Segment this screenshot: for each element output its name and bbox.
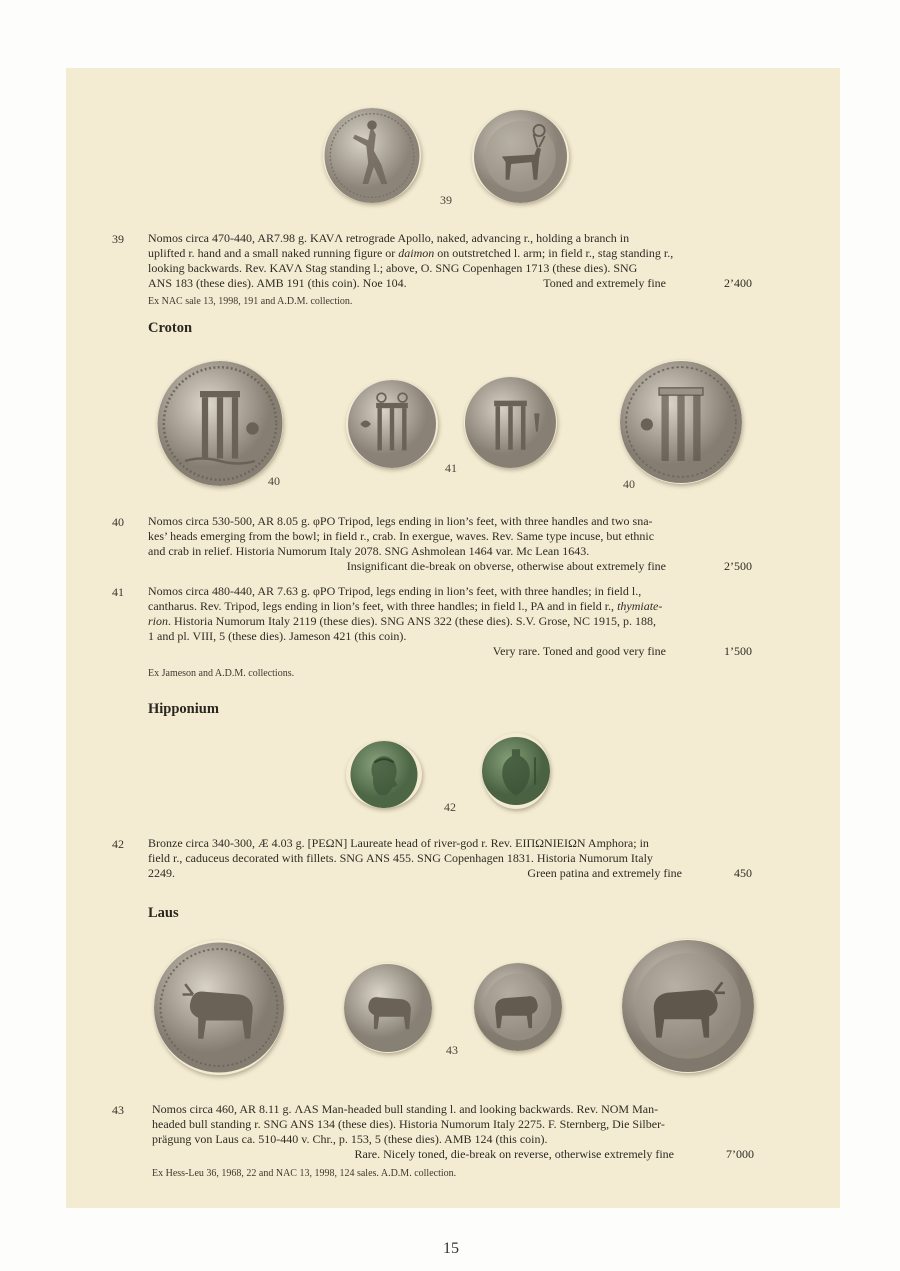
lot-number-40: 40 (112, 515, 124, 529)
text-line-with-grade: ANS 183 (these dies). AMB 191 (this coin). Noe 104. Toned and extremely fine 2’400 (148, 276, 752, 290)
grade-price (148, 559, 752, 574)
text-line: headed bull standing r. SNG ANS 134 (these dies). Historia Numorum Italy 2275. F. Sternberg, Die Silber- (152, 1117, 665, 1131)
text-line: and crab in relief. Historia Numorum Italy 2078. SNG Ashmolean 1464 var. Mc Lean 1643. (148, 544, 590, 558)
tripod-coin-icon (346, 380, 438, 468)
tripod-coin-icon (157, 361, 283, 486)
bull-coin-icon (622, 939, 754, 1073)
price: 2’400 (724, 276, 752, 290)
coin-43b-reverse-image (474, 963, 562, 1051)
provenance-43: Ex Hess-Leu 36, 1968, 22 and NAC 13, 1998, 124 sales. A.D.M. collection. (152, 1168, 457, 1179)
provenance-41: Ex Jameson and A.D.M. collections. (148, 668, 295, 679)
price: 450 (734, 866, 752, 880)
text-line: uplifted r. hand and a small naked running figure or daimon on outstretched l. arm; in field r., stag standing r., (148, 246, 674, 260)
plate-label-43: 43 (446, 1043, 458, 1057)
lot-description-43 (152, 1102, 754, 1162)
text-line: rion. Historia Numorum Italy 2119 (these dies). SNG ANS 322 (these dies). S.V. Grose, NC 1915, p. 188, (148, 614, 656, 628)
text-line: Nomos circa 470-440, AR7.98 g. KAVΛ retrograde Apollo, naked, advancing r., holding a branch in (148, 231, 630, 245)
lot-description-41 (148, 584, 752, 659)
plate-label-41: 41 (445, 461, 457, 475)
plate-label-40-left: 40 (268, 474, 280, 488)
grade: Toned and extremely fine (543, 276, 666, 290)
plate-label-42: 42 (444, 800, 456, 814)
text-line: Bronze circa 340-300, Æ 4.03 g. [PEΩN] Laureate head of river-god r. Rev. EIΠΩNIEIΩN Amphora; in (148, 836, 649, 850)
text-line: 1 and pl. VIII, 5 (these dies). Jameson 421 (this coin). (148, 629, 407, 643)
grade: Rare. Nicely toned, die-break on reverse, otherwise extremely fine (354, 1147, 674, 1161)
bull-coin-icon (344, 963, 432, 1053)
coin-43-reverse-image (622, 939, 754, 1073)
coin-43-obverse-image (154, 940, 284, 1075)
text-line: cantharus. Rev. Tripod, legs ending in lion’s feet, with three handles; in field l., PA and in field r., thymiate- (148, 599, 663, 613)
section-title-laus: Laus (148, 905, 179, 921)
river-god-head-coin-icon (346, 741, 422, 808)
lot-description-40 (148, 514, 752, 574)
tripod-incuse-coin-icon (620, 360, 742, 484)
stag-coin-icon (472, 110, 569, 203)
section-title-hipponium: Hipponium (148, 701, 219, 717)
price: 7’000 (726, 1147, 754, 1161)
grade-price (152, 1147, 754, 1162)
provenance-39: Ex NAC sale 13, 1998, 191 and A.D.M. collection. (148, 296, 353, 307)
coin-41-reverse-image (464, 377, 557, 468)
coin-42-obverse-image (346, 741, 422, 808)
plate-label-40-right: 40 (623, 477, 635, 491)
text-line: Nomos circa 530-500, AR 8.05 g. φPO Tripod, legs ending in lion’s feet, with three handles and two sna- (148, 514, 653, 528)
coin-40-obverse-image (157, 361, 283, 486)
section-title-croton: Croton (148, 320, 193, 336)
text-line: Nomos circa 460, AR 8.11 g. ΛAS Man-headed bull standing l. and looking backwards. Rev. NOM Man- (152, 1102, 659, 1116)
lot-description-39 (148, 231, 752, 291)
lot-number-42: 42 (112, 837, 124, 851)
apollo-coin-icon (323, 108, 421, 203)
grade: Green patina and extremely fine (527, 866, 682, 880)
coin-41-obverse-image (346, 380, 438, 468)
coin-42-reverse-image (482, 733, 550, 809)
amphora-coin-icon (482, 733, 550, 809)
lot-number-41: 41 (112, 585, 124, 599)
coin-39-obverse-image (323, 108, 421, 203)
grade-price (148, 644, 752, 659)
lot-description-42 (148, 836, 752, 881)
coin-39-reverse-image (472, 110, 569, 203)
coin-43b-obverse-image (344, 963, 432, 1053)
text-line: prägung von Laus ca. 510-440 v. Chr., p. 153, 5 (these dies). AMB 124 (this coin). (152, 1132, 548, 1146)
text-line: field r., caduceus decorated with fillets. SNG ANS 455. SNG Copenhagen 1831. Historia Numorum Italy (148, 851, 653, 865)
lot-number-43: 43 (112, 1103, 124, 1117)
bull-coin-icon (474, 963, 562, 1051)
bull-coin-icon (154, 940, 284, 1075)
text-line: Nomos circa 480-440, AR 7.63 g. φPO Tripod, legs ending in lion’s feet, with three handles; in field l., (148, 584, 642, 598)
grade-price (527, 866, 752, 881)
text-line: looking backwards. Rev. KAVΛ Stag standing l.; above, O. SNG Copenhagen 1713 (these dies). SNG (148, 261, 638, 275)
price: 1’500 (724, 644, 752, 658)
coin-40-reverse-image (620, 360, 742, 484)
grade-price (543, 276, 752, 291)
grade: Very rare. Toned and good very fine (492, 644, 666, 658)
grade: Insignificant die-break on obverse, otherwise about extremely fine (346, 559, 666, 573)
page-number: 15 (443, 1240, 459, 1257)
text-line-with-grade: 2249. Green patina and extremely fine 450 (148, 866, 752, 880)
price: 2’500 (724, 559, 752, 573)
lot-number-39: 39 (112, 232, 124, 246)
plate-label-39: 39 (440, 193, 452, 207)
text-line: kes’ heads emerging from the bowl; in field r., crab. In exergue, waves. Rev. Same type incuse, but ethnic (148, 529, 655, 543)
tripod-coin-icon (464, 377, 557, 468)
